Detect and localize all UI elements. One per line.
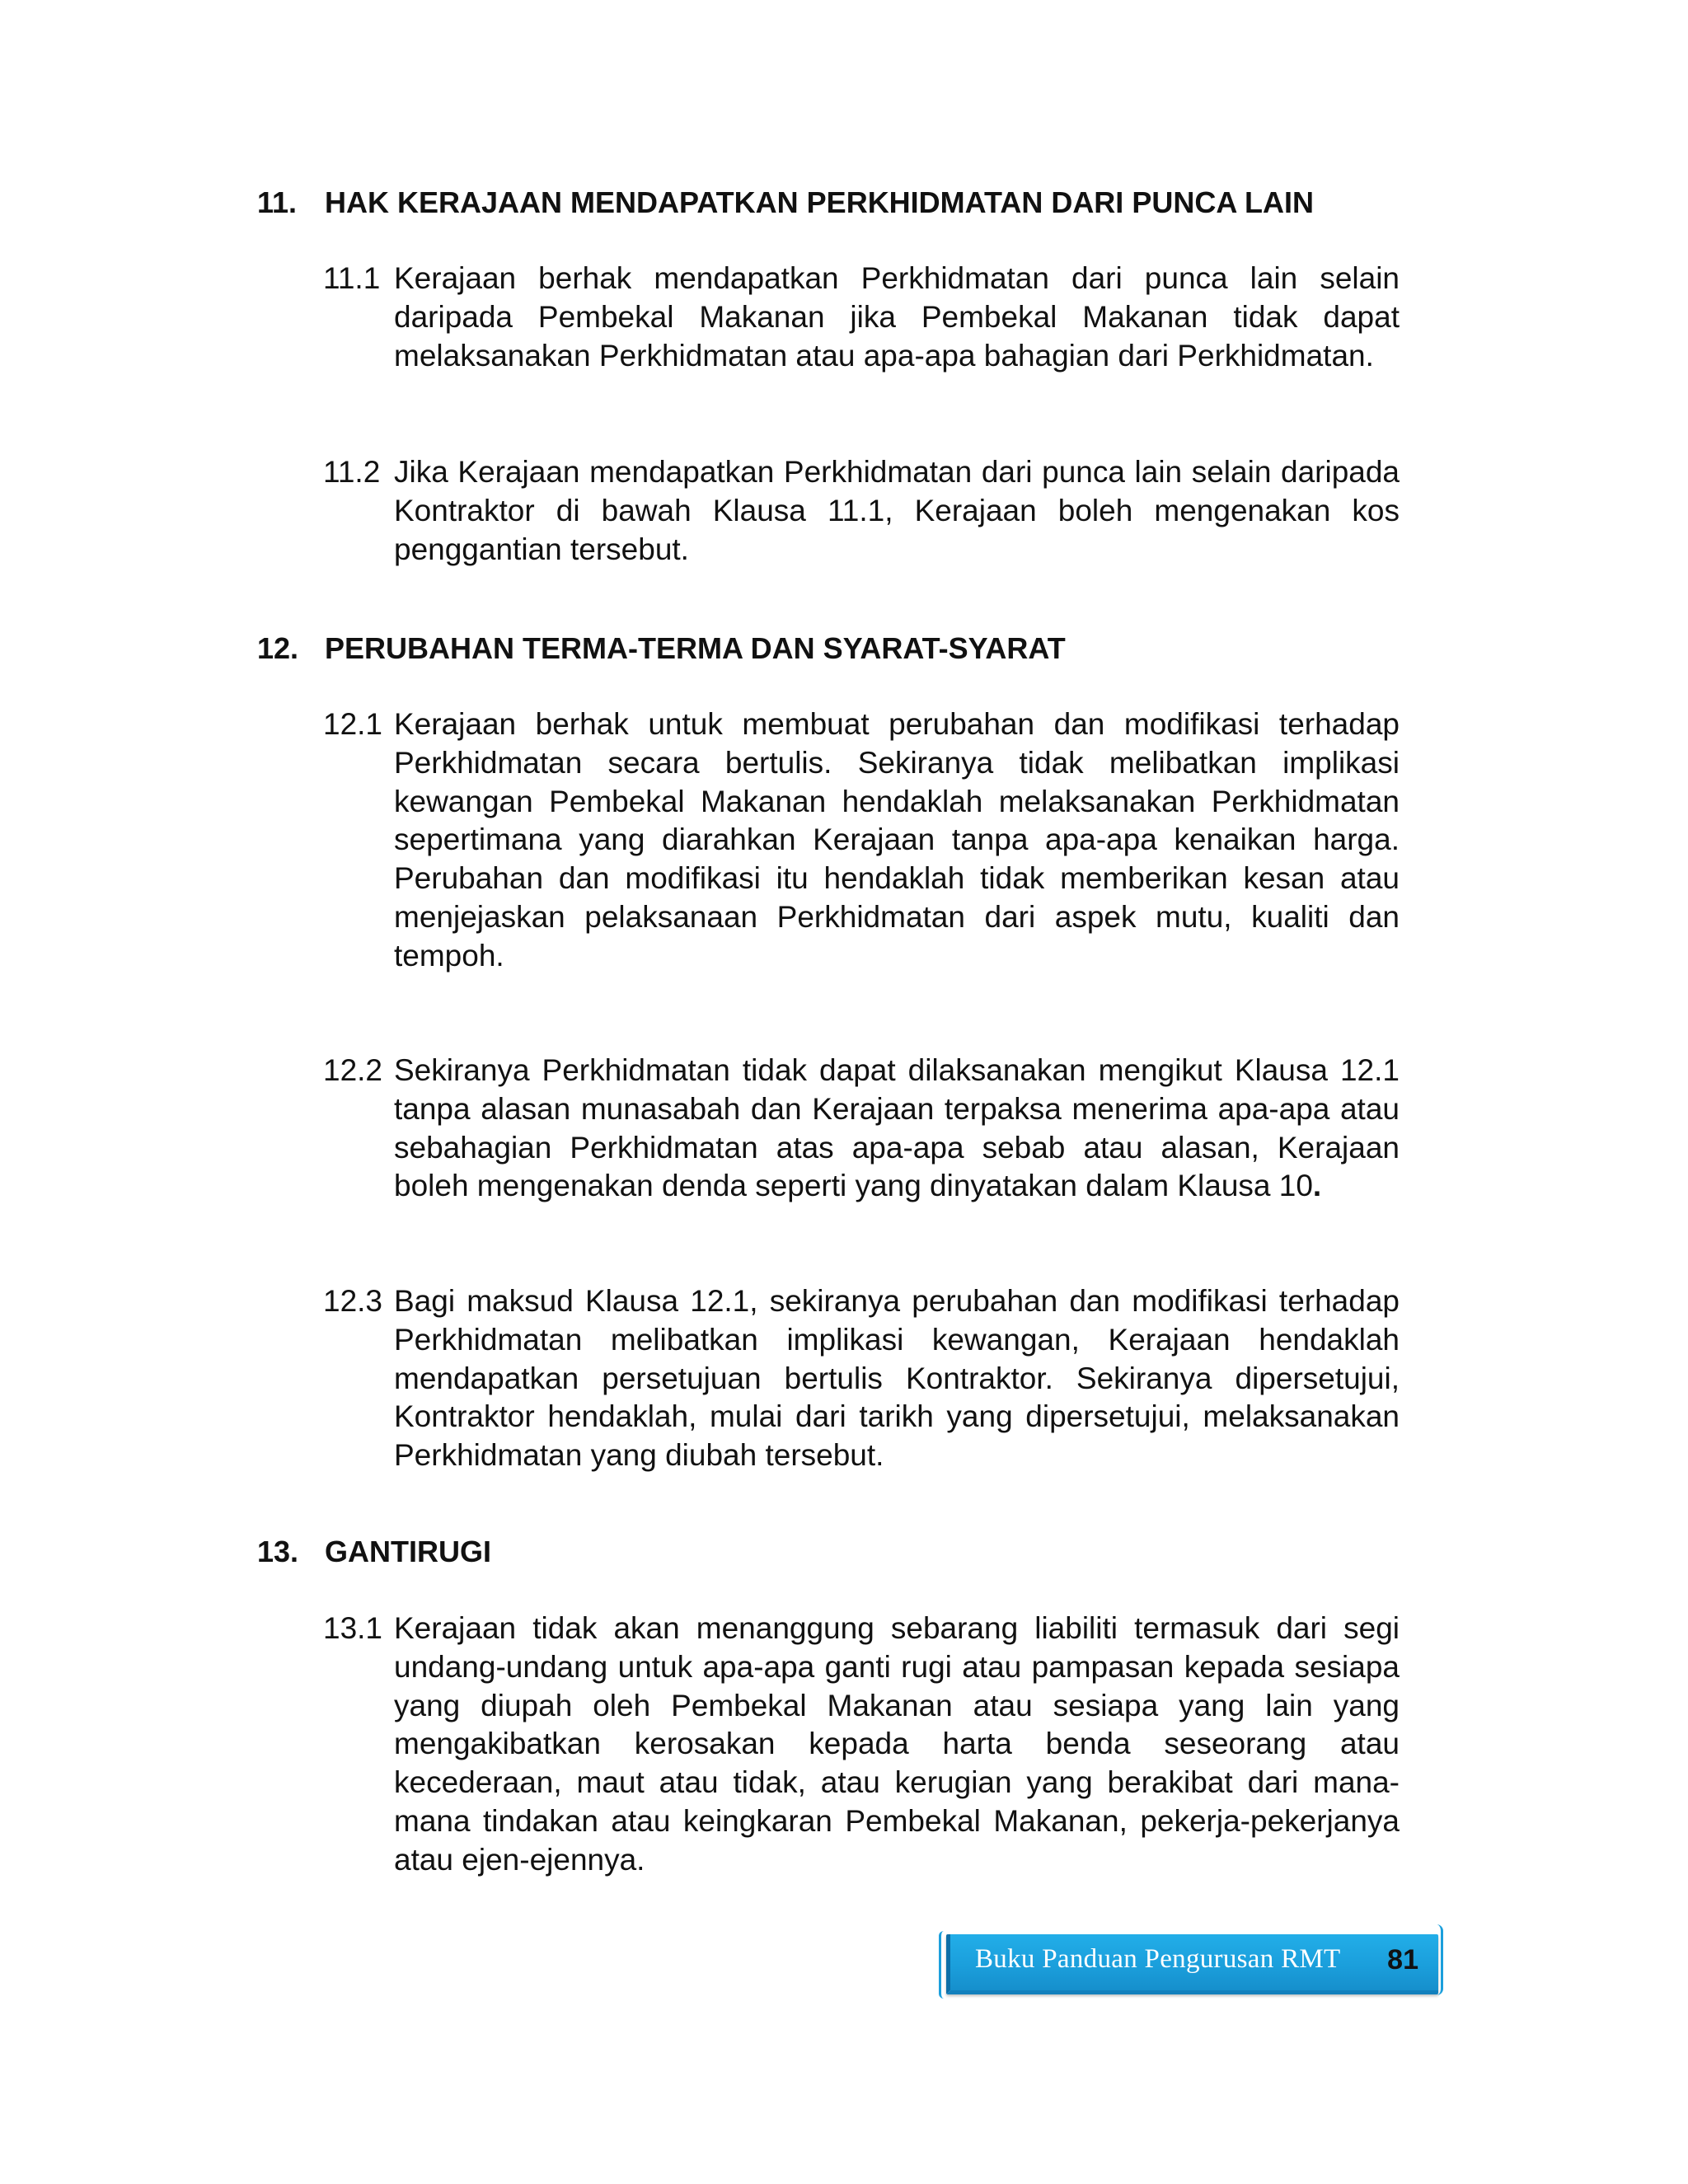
section-number: 13. [257, 1535, 299, 1568]
clause-number: 12.2 [323, 1053, 383, 1087]
clause-number: 13.1 [323, 1611, 383, 1645]
section-number: 11. [257, 185, 298, 219]
clause-12-1 [323, 705, 1400, 976]
clause-number: 11.2 [323, 455, 381, 489]
clause-text: Bagi maksud Klausa 12.1, sekiranya perubahan dan modifikasi terhadap Perkhidmatan melibatkan implikasi kewangan, Kerajaan hendaklah mendapatkan persetujuan bertulis Kontraktor. Sekiranya dipersetujui, Kontraktor hendaklah, mulai dari tarikh yang dipersetujui, melaksanakan Perkhidmatan yang diubah tersebut. [394, 1284, 1400, 1473]
section-title: HAK KERAJAAN MENDAPATKAN PERKHIDMATAN DARI PUNCA LAIN [325, 185, 1314, 219]
footer-banner [946, 1934, 1438, 1994]
clause-text-body: Sekiranya Perkhidmatan tidak dapat dilaksanakan mengikut Klausa 12.1 tanpa alasan munasabah dan Kerajaan terpaksa menerima apa-apa atau sebahagian Perkhidmatan atas apa-apa sebab atau alasan, Kerajaan boleh mengenakan denda seperti yang dinyatakan dalam Klausa 10 [394, 1053, 1400, 1203]
section-heading-12 [257, 630, 1066, 668]
clause-number: 12.1 [323, 707, 383, 741]
section-heading-13 [257, 1533, 491, 1571]
clause-text: Kerajaan berhak mendapatkan Perkhidmatan dari punca lain selain daripada Pembekal Makanan jika Pembekal Makanan tidak dapat melaksanakan Perkhidmatan atau apa-apa bahagian dari Perkhidmatan. [394, 261, 1400, 373]
clause-11-1 [323, 260, 1400, 375]
clause-12-3 [323, 1282, 1400, 1475]
clause-12-2 [323, 1052, 1400, 1206]
clause-number: 11.1 [323, 261, 381, 295]
section-number: 12. [257, 631, 299, 665]
section-heading-11 [257, 184, 1314, 222]
footer-title: Buku Panduan Pengurusan RMT [975, 1944, 1341, 1974]
clause-text [394, 1052, 1400, 1206]
section-title: PERUBAHAN TERMA-TERMA DAN SYARAT-SYARAT [325, 631, 1066, 665]
clause-text: Kerajaan tidak akan menanggung sebarang liabiliti termasuk dari segi undang-undang untuk apa-apa ganti rugi atau pampasan kepada sesiapa yang diupah oleh Pembekal Makanan atau sesiapa yang lain yang mengakibatkan kerosakan kepada harta benda seseorang atau kecederaan, maut atau tidak, atau kerugian yang berakibat dari mana-mana tindakan atau keingkaran Pembekal Makanan, pekerja-pekerjanya atau ejen-ejennya. [394, 1611, 1400, 1877]
clause-13-1 [323, 1610, 1400, 1880]
clause-number: 12.3 [323, 1284, 383, 1318]
clause-text: Jika Kerajaan mendapatkan Perkhidmatan dari punca lain selain daripada Kontraktor di bawah Klausa 11.1, Kerajaan boleh mengenakan kos penggantian tersebut. [394, 455, 1400, 566]
section-title: GANTIRUGI [325, 1535, 491, 1568]
clause-text: Kerajaan berhak untuk membuat perubahan dan modifikasi terhadap Perkhidmatan secara bertulis. Sekiranya tidak melibatkan implikasi kewangan Pembekal Makanan hendaklah melaksanakan Perkhidmatan sepertimana yang diarahkan Kerajaan tanpa apa-apa kenaikan harga. Perubahan dan modifikasi itu hendaklah tidak memberikan kesan atau menjejaskan pelaksanaan Perkhidmatan dari aspek mutu, kualiti dan tempoh. [394, 707, 1400, 972]
page-number: 81 [1387, 1944, 1418, 1975]
clause-text-end: . [1312, 1169, 1322, 1203]
clause-11-2 [323, 453, 1400, 569]
